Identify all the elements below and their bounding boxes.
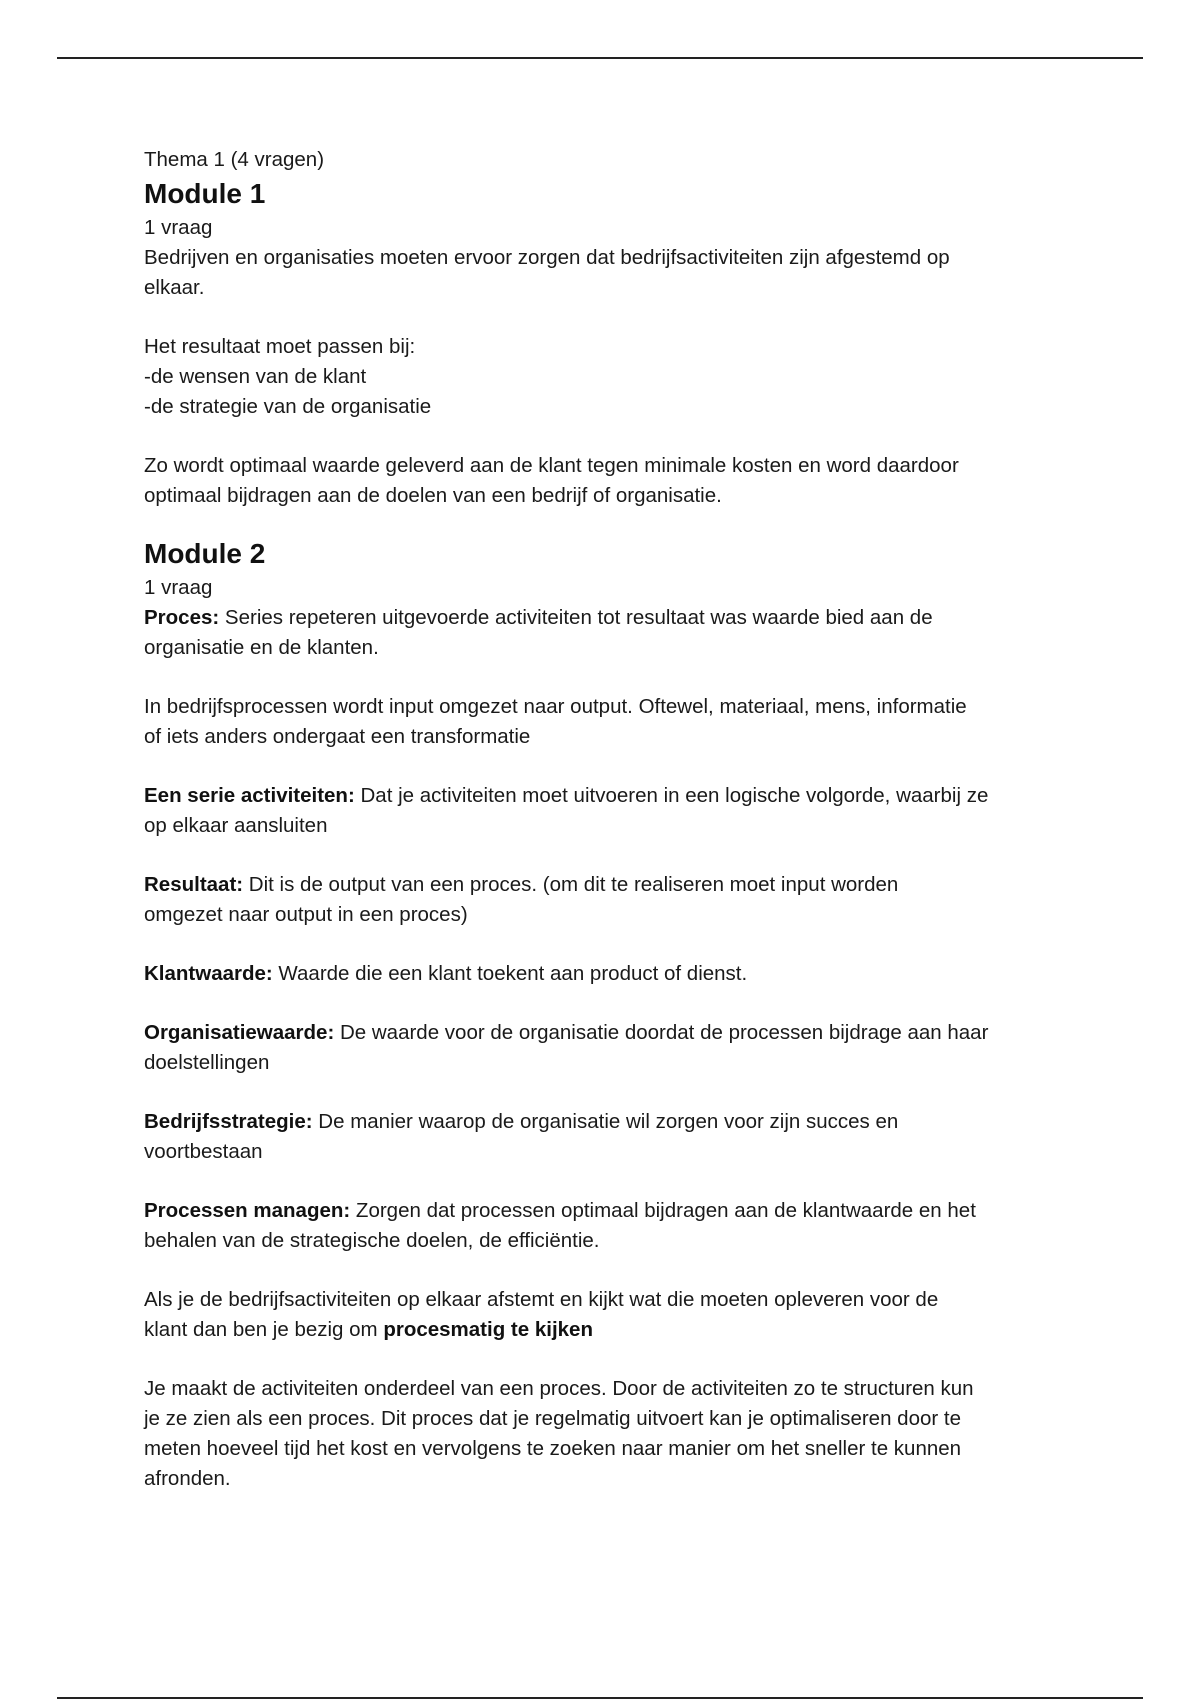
document-body xyxy=(144,145,1064,1494)
term-serie: Een serie activiteiten: xyxy=(144,784,355,807)
closing-line-3: meten hoeveel tijd het kost en vervolgens te zoeken naar manier om het sneller te kunnen xyxy=(144,1437,962,1460)
module-1-intro-line-2: elkaar. xyxy=(144,276,205,299)
term-klantwaarde: Klantwaarde: xyxy=(144,962,273,985)
fit-intro: Het resultaat moet passen bij: xyxy=(144,335,416,358)
procesmatig-line-2: klant dan ben je bezig om procesmatig te kijken xyxy=(144,1318,593,1341)
closing-line-1: Je maakt de activiteiten onderdeel van een proces. Door de activiteiten zo te structuren kun xyxy=(144,1377,974,1400)
module-1-intro-line-1: Bedrijven en organisaties moeten ervoor zorgen dat bedrijfsactiviteiten zijn afgestemd op xyxy=(144,246,950,269)
definition-managen-line-1: Processen managen: Zorgen dat processen optimaal bijdragen aan de klantwaarde en het xyxy=(144,1199,976,1222)
fit-item-customer: -de wensen van de klant xyxy=(144,365,367,388)
definition-organisatiewaarde-line-2: doelstellingen xyxy=(144,1051,270,1074)
top-rule xyxy=(57,57,1143,59)
term-proces: Proces: xyxy=(144,606,220,629)
definition-klantwaarde: Klantwaarde: Waarde die een klant toekent aan product of dienst. xyxy=(144,962,748,985)
module-1-heading: Module 1 xyxy=(144,178,266,209)
definition-resultaat-line-2: omgezet naar output in een proces) xyxy=(144,903,468,926)
term-bedrijfsstrategie: Bedrijfsstrategie: xyxy=(144,1110,313,1133)
definition-proces-line-1: Proces: Series repeteren uitgevoerde activiteiten tot resultaat was waarde bied aan de xyxy=(144,606,933,629)
module-1-question-count: 1 vraag xyxy=(144,216,213,239)
definition-strategie-line-2: voortbestaan xyxy=(144,1140,263,1163)
definition-proces-line-2: organisatie en de klanten. xyxy=(144,636,379,659)
definition-strategie-line-1: Bedrijfsstrategie: De manier waarop de organisatie wil zorgen voor zijn succes en xyxy=(144,1110,899,1133)
procesmatig-line-1: Als je de bedrijfsactiviteiten op elkaar afstemt en kijkt wat die moeten opleveren voor de xyxy=(144,1288,939,1311)
term-procesmatig-te-kijken: procesmatig te kijken xyxy=(383,1318,593,1341)
term-organisatiewaarde: Organisatiewaarde: xyxy=(144,1021,335,1044)
term-resultaat: Resultaat: xyxy=(144,873,244,896)
definition-resultaat-line-1: Resultaat: Dit is de output van een proces. (om dit te realiseren moet input worden xyxy=(144,873,899,896)
bottom-rule xyxy=(57,1697,1143,1699)
io-line-1: In bedrijfsprocessen wordt input omgezet naar output. Oftewel, materiaal, mens, informatie xyxy=(144,695,967,718)
definition-serie-line-2: op elkaar aansluiten xyxy=(144,814,328,837)
module-1-conclusion-line-2: optimaal bijdragen aan de doelen van een bedrijf of organisatie. xyxy=(144,484,722,507)
module-1-conclusion-line-1: Zo wordt optimaal waarde geleverd aan de klant tegen minimale kosten en word daardoor xyxy=(144,454,959,477)
module-2-question-count: 1 vraag xyxy=(144,576,213,599)
fit-item-strategy: -de strategie van de organisatie xyxy=(144,395,432,418)
closing-line-2: je ze zien als een proces. Dit proces dat je regelmatig uitvoert kan je optimaliseren door te xyxy=(144,1407,962,1430)
io-line-2: of iets anders ondergaat een transformatie xyxy=(144,725,531,748)
theme-label: Thema 1 (4 vragen) xyxy=(144,148,325,171)
module-2-heading: Module 2 xyxy=(144,538,266,569)
term-processen-managen: Processen managen: xyxy=(144,1199,351,1222)
closing-line-4: afronden. xyxy=(144,1467,231,1490)
definition-serie-line-1: Een serie activiteiten: Dat je activiteiten moet uitvoeren in een logische volgorde, waarbij ze xyxy=(144,784,989,807)
definition-organisatiewaarde-line-1: Organisatiewaarde: De waarde voor de organisatie doordat de processen bijdrage aan haar xyxy=(144,1021,989,1044)
definition-managen-line-2: behalen van de strategische doelen, de efficiëntie. xyxy=(144,1229,600,1252)
